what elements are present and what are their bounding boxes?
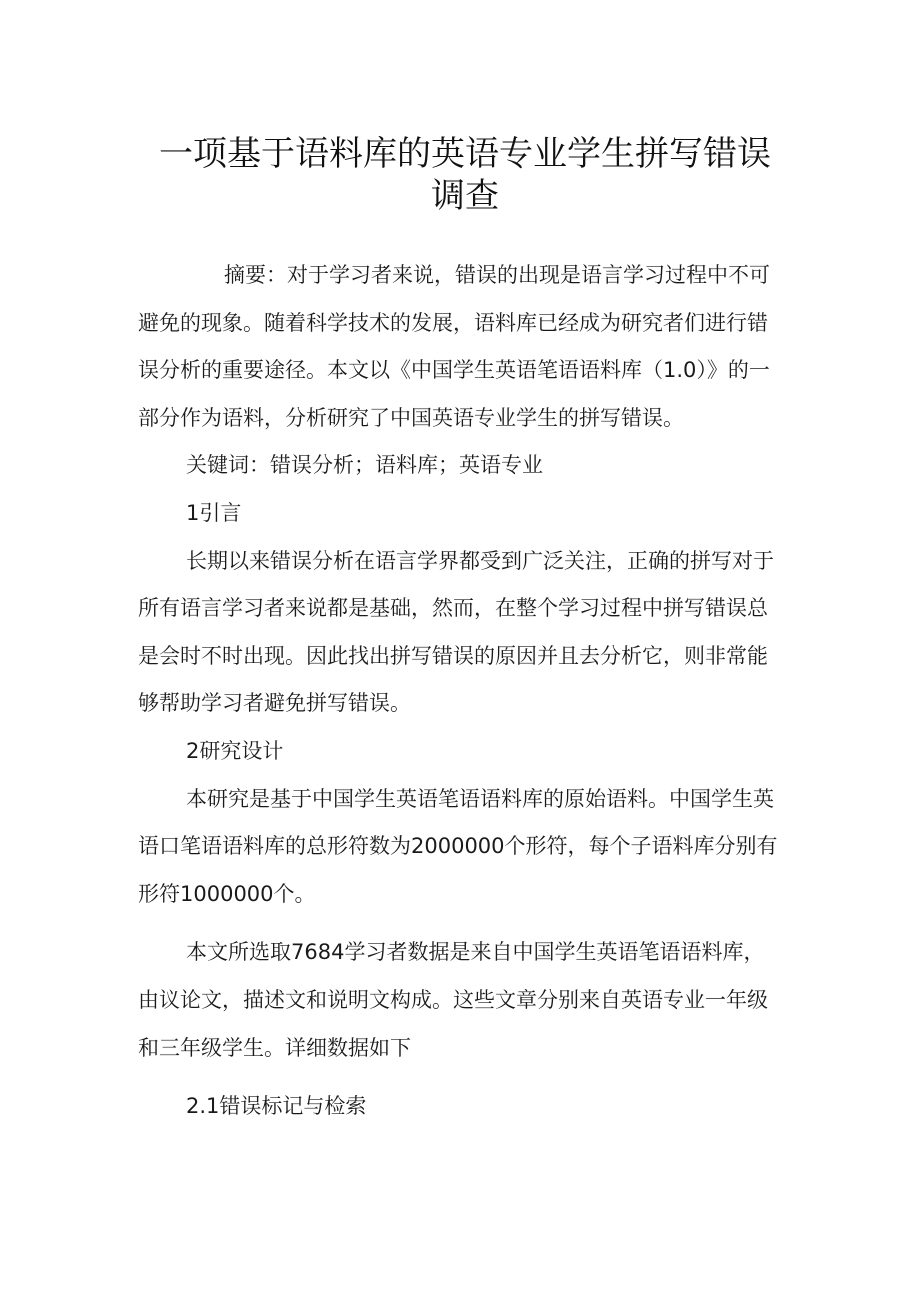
section-heading-introduction: 1引言 [186,500,242,525]
title-line-2: 调查 [431,175,499,216]
subsection-heading-error-tagging: 2.1错误标记与检索 [186,1094,367,1119]
section-heading-research-design: 2研究设计 [186,738,284,763]
document-body [138,252,778,1131]
research-design-paragraph-2: 本文所选取7684学习者数据是来自中国学生英语笔语语料库，由议论文，描述文和说明文构成。这些文章分别来自英语专业一年级和三年级学生。详细数据如下 [138,940,768,1060]
research-design-paragraph-1: 本研究是基于中国学生英语笔语语料库的原始语料。中国学生英语口笔语语料库的总形符数为2000000个形符，每个子语料库分别有形符1000000个。 [138,786,778,906]
document-title [120,133,810,217]
title-line-1: 一项基于语料库的英语专业学生拼写错误 [159,133,771,174]
introduction-paragraph: 长期以来错误分析在语言学界都受到广泛关注，正确的拼写对于所有语言学习者来说都是基础，然而，在整个学习过程中拼写错误总是会时不时出现。因此找出拼写错误的原因并且去分析它，则非常能够帮助学习者避免拼写错误。 [138,548,774,716]
abstract-paragraph: 摘要：对于学习者来说，错误的出现是语言学习过程中不可避免的现象。随着科学技术的发展，语料库已经成为研究者们进行错误分析的重要途径。本文以《中国学生英语笔语语料库（1.0）》的一部分作为语料，分析研究了中国英语专业学生的拼写错误。 [138,263,770,430]
keywords-paragraph: 关键词：错误分析；语料库；英语专业 [186,453,543,478]
